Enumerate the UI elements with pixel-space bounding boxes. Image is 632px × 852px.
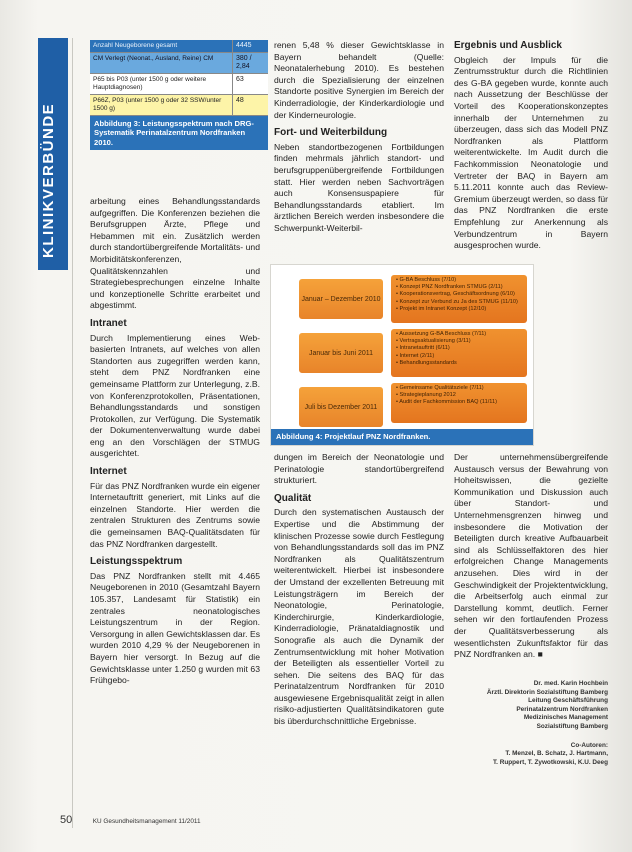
drg-table: [90, 40, 268, 150]
phase-item: • Behandlungsstandards: [396, 360, 522, 367]
column-3-top: [454, 40, 608, 252]
coauthors-label: Co-Autoren:: [570, 741, 608, 749]
phase-items: [391, 383, 527, 423]
body-paragraph: Für das PNZ Nordfranken wurde ein eigener Internetauftritt generiert, mit Links auf die einzelnen Standorte. Hier werden die zentralen Strukturen des Zentrums sowie die gemeinsamen BAQ-Qualitätsdaten für das PNZ Nordfranken dargestellt.: [90, 480, 260, 549]
heading-leistungsspektrum: Leistungsspektrum: [90, 556, 183, 568]
phase-item: • Vertragsaktualisierung (3/11): [396, 338, 522, 345]
table-row: [90, 40, 268, 53]
body-paragraph: Obgleich der Impuls für die Zentrumsstruktur durch die Richtlinien des G-BA gegeben wurde, konnte auch nach Aussetzung der Beschlüsse der Vorteil des Kooperationskonzeptes innerhalb der Unternehmen zu überzeugen, dass sich das Modell PNZ Nordfranken als Plattform weiterentwickelte. Im Audit durch die Fachkommission Neonatologie und Vertreter der BAQ in Bayern am 5.11.2011 konnte auch das Review-Gremium überzeugt werden, so dass für das PNZ Nordfranken die erste Empfehlung zur Anerkennung als Verbundzentrum in Bayern ausgesprochen wurde.: [454, 54, 608, 251]
phase-item: • Strategieplanung 2012: [396, 392, 522, 399]
signature-line: Leitung Geschäftsführung: [528, 697, 608, 705]
section-label: KLINIKVERBÜNDE: [40, 102, 57, 258]
table-cell-label: Anzahl Neugeborene gesamt: [90, 40, 233, 52]
body-paragraph: Durch Implementierung eines Web-basierten Intranets, auf welches von allen Standorten aus zugegriffen werden kann, steht dem PNZ Nordfranken eine gemeinsame Plattform zur Unterlegung, z.B. von Konferenzprotokollen, Präsentationen, Behandlungsstandards und sonstigen Protokollen, zur Verfügung. Die Systematik der Dokumentenverwaltung wurde dabei eng an den Vorschlägen der STMUG ausgerichtet.: [90, 332, 260, 459]
body-paragraph: Durch den systematischen Austausch der Expertise und die Abstimmung der klinischen Prozesse sowie durch Festlegung von Behandlungsstandards soll das im PNZ Nordfranken als Qualitätszentrum weiterentwickelt. Hierbei ist insbesondere der Umstand der exzellenten Betreuung mit Leistungsträgern im Bereich der Neonatologie, Perinatologie, Kinderchirurgie, Kinderkardiologie, Kinderradiologie, Pränataldiagnostik und Sonografie als auch die Dynamik der Zentrumsentwicklung mit hoher Motivation der Beteiligten als essentieller Vorteil zu sehen. Die seitens des BAQ für das Perinatalzentrum Nordfranken für 2010 ausgewiesene Ergebnisqualität zeigt in allen risiko-adjustierten Qualitätsindikatoren gute bis überdurchschnittliche Ergebnisse.: [274, 507, 444, 727]
phase-items: [391, 329, 527, 377]
column-1: [90, 196, 260, 687]
publication-name: KU Gesundheitsmanagement 11/2011: [92, 818, 201, 825]
column-2-top: [274, 40, 444, 235]
body-paragraph: Neben standortbezogenen Fortbildungen finden mehrmals jährlich standort- und berufsgruppenübergreifende Fortbildungen statt. Hier werden neben Sachvorträgen auch Konsensuspapiere für Behandlungsstandards etabliert. Im ärztlichen Bereich werden insbesondere die Schwerpunkt-Weiterbil-: [274, 141, 444, 233]
signature-line: Sozialstiftung Bamberg: [536, 722, 608, 730]
signature-line: Perinatalzentrum Nordfranken: [516, 705, 608, 713]
table-cell-label: CM Verlegt (Neonat., Ausland, Reine) CM: [90, 53, 233, 73]
phase-item: • Gemeinsame Qualitätsziele (7/11): [396, 385, 522, 392]
table-cell-label: P66Z, P03 (unter 1500 g oder 32 SSW/unter 1500 g): [90, 95, 233, 115]
phase-box: Juli bis Dezember 2011: [299, 387, 383, 427]
coauthor-line: T. Ruppert, T. Zywotkowski, K.U. Deeg: [492, 758, 608, 766]
phase-items: [391, 275, 527, 323]
phase-item: • Intranetauftritt (6/11): [396, 345, 522, 352]
body-paragraph: Das PNZ Nordfranken stellt mit 4.465 Neugeborenen in 2010 (Gesamtzahl Bayern 105.357, Landesamt für Statistik) ein zentrales neonatologisches Leistungszentrum in der Region. Versorgung in allen Gewichtsklassen dar. Es wurden 2010 4,29 % der Neugeborenen in Bayern hier versorgt. In Bezug auf die Gewichtsklasse unter 1.250 g wurden mit 63 Frühgebo-: [90, 570, 260, 686]
phase-box: Januar bis Juni 2011: [299, 333, 383, 373]
heading-internet: Internet: [90, 466, 127, 478]
signature-line: Ärztl. Direktorin Sozialstiftung Bamberg: [486, 688, 608, 696]
coauthor-line: T. Menzel, B. Schatz, J. Hartmann,: [505, 750, 608, 758]
page-footer: [60, 814, 201, 826]
figure-caption: Abbildung 4: Projektlauf PNZ Nordfranken.: [271, 429, 533, 445]
page-number: 50: [60, 814, 73, 826]
author-signature: [478, 680, 608, 767]
phase-item: • Konzept zur Verbund zu Ja des STMUG (11/10): [396, 299, 522, 306]
phase-item: • Konzept PNZ Nordfranken STMUG (2/11): [396, 284, 522, 291]
heading-intranet: Intranet: [90, 317, 127, 329]
phase-item: • Kooperationsvertrag, Geschäftsordnung (6/10): [396, 291, 522, 298]
column-3-bottom: [454, 452, 608, 661]
table-row: [90, 95, 268, 116]
body-paragraph: dungen im Bereich der Neonatologie und Perinatologie standortübergreifend strukturiert.: [274, 452, 444, 486]
signature-line: Medizinisches Management: [523, 714, 608, 722]
column-divider: [72, 38, 73, 828]
table-cell-value: 48: [236, 97, 244, 104]
body-paragraph: renen 5,48 % dieser Gewichtsklasse in Bayern behandelt (Quelle: Neonatalerhebung 2010). Es bestehen durch die Spezialisierung der einzelnen Standorte positive Synergien im Bereich der Kinderradiologie, der Kinderkardiologie und der Kinderneurologie.: [274, 40, 444, 120]
heading-fortbildung: Fort- und Weiterbildung: [274, 127, 388, 139]
phase-box: Januar – Dezember 2010: [299, 279, 383, 319]
heading-ergebnis: Ergebnis und Ausblick: [454, 40, 562, 51]
phase-item: • Internet (2/11): [396, 353, 522, 360]
project-timeline-figure: [270, 264, 534, 446]
table-cell-value: 380 / 2,84: [236, 55, 252, 70]
column-2-bottom: [274, 452, 444, 728]
phase-item: • Aussetzung G-BA Beschluss (7/11): [396, 331, 522, 338]
phase-item: • Audit der Fachkommission BAQ (11/11): [396, 399, 522, 406]
table-cell-value: 4445: [236, 42, 252, 49]
phase-item: • Projekt im Intranet Konzept (12/10): [396, 306, 522, 313]
heading-qualitaet: Qualität: [274, 492, 312, 504]
table-row: [90, 53, 268, 74]
table-caption: Abbildung 3: Leistungsspektrum nach DRG-Systematik Perinatalzentrum Nordfranken 2010.: [90, 116, 268, 150]
body-paragraph: Der unternehmensübergreifende Austausch versus der Bewahrung von Hoheitswissen, die gezielte Kommunikation und Diskussion auch über Standort- und Unternehmensgrenzen hinweg und insbesondere die Motivation der Beteiligten durch kreative Aufbauarbeit sind als Schlüsselfaktoren des hier erfolgreichen Change Managements anzusehen. Dies wird in der Geschwindigkeit der Projektentwicklung, die Arbeitserfolg auch einmal zur Darstellung kommt, deutlich. Ferner sehen wir den fortlaufenden Prozess der Qualitätsverbesserung als wesentlichsten Zukunftsfaktor für das PNZ Nordfranken an. ■: [454, 452, 608, 660]
signature-line: Dr. med. Karin Hochbein: [533, 680, 608, 687]
table-cell-value: 63: [236, 76, 244, 83]
phase-item: • G-BA Beschluss (7/10): [396, 277, 522, 284]
table-row: [90, 74, 268, 95]
body-paragraph: arbeitung eines Behandlungsstandards aufgegriffen. Die Konferenzen beziehen die Berufsgruppen Ärzte, Pflege und Hebammen mit ein. Zusätzlich werden durch standortübergreifende Mortalitäts- und Morbiditätskonferenzen, Qualitätskennzahlen und Strategiebesprechungen einzelne Inhalte und konzeptionelle Schritte erarbeitet und abgestimmt.: [90, 196, 260, 311]
table-cell-label: P65 bis P03 (unter 1500 g oder weitere Hauptdiagnosen): [90, 74, 233, 94]
